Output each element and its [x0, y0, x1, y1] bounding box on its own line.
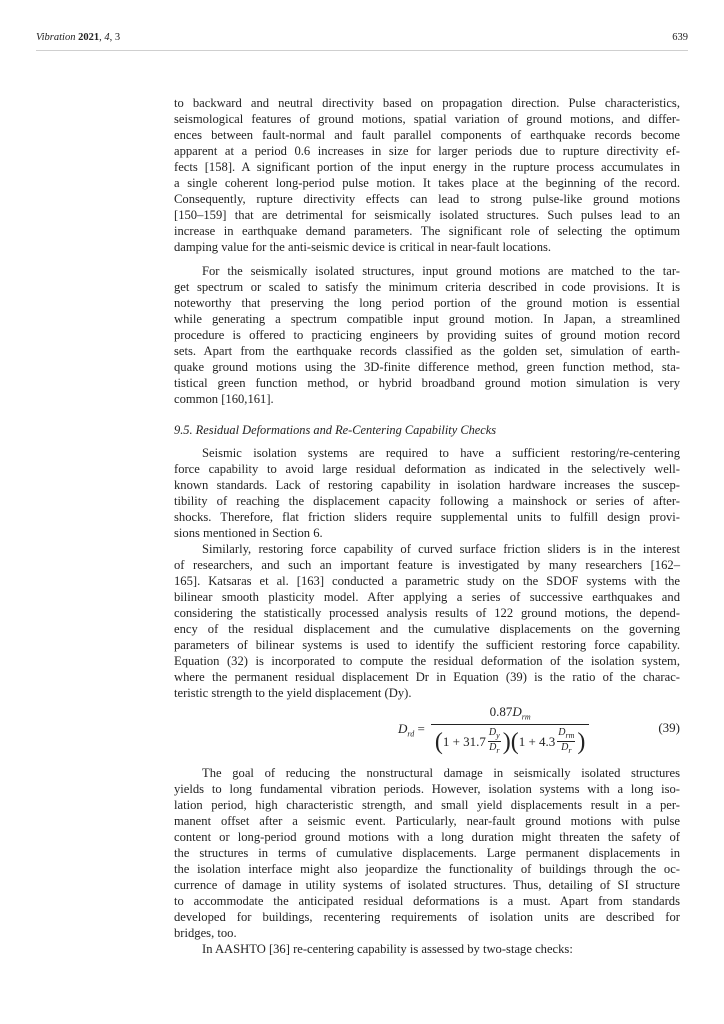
text-line: bilinear smooth plasticity model. After applying a series of successive earthquakes and [174, 590, 680, 604]
header-divider [36, 50, 688, 51]
text-line: apparent at a period 0.6 increases in size for larger periods due to rupture directivity ef- [174, 144, 680, 158]
running-header: Vibration 2021, 4, 3 [36, 32, 121, 43]
text-line: 165]. Katsaras et al. [163] conducted a parametric study on the SDOF systems with the [174, 574, 680, 588]
page-number: 639 [672, 32, 688, 43]
journal-name: Vibration [36, 32, 76, 43]
text-line: ency of the residual displacement and the cumulative displacements on the governing [174, 622, 680, 636]
text-line: to backward and neutral directivity based on propagation direction. Pulse characteristics, [174, 96, 680, 110]
text-line: common [160,161]. [174, 392, 274, 406]
eq-denominator: ( 1 + 31.7 $D_y$ $D_r$ ) ( 1 + 4.3 $D_{rm}$ $D_r$ ) [431, 724, 590, 756]
text-line: teristic strength to the yield displacement (Dy). [174, 686, 412, 700]
text-line: Similarly, restoring force capability of curved surface friction sliders is in the interest [202, 542, 680, 556]
text-line: tibility of reaching the displacement capacity following a mainshock or series of after- [174, 494, 680, 508]
text-line: increase in earthquake demand parameters. The significant role of selecting the optimum [174, 224, 680, 238]
equation-number: (39) [658, 720, 680, 735]
text-line: fects [158]. A significant portion of the input energy in the rupture process accumulates in [174, 160, 680, 174]
eq-fraction [431, 704, 590, 757]
text-line: developed for buildings, recentering requirements of isolation units are described for [174, 910, 680, 924]
text-line: content or long-period ground motions with a long duration might threaten the safety of [174, 830, 680, 844]
text-line: yields to long fundamental vibration periods. However, isolation systems with a long iso- [174, 782, 680, 796]
text-line: sets. Apart from the earthquake records classified as the golden set, simulation of earth- [174, 344, 680, 358]
text-line: force capability to avoid large residual deformation as indicated in the selectively well- [174, 462, 680, 476]
paragraph [174, 445, 680, 541]
paragraph [174, 95, 680, 255]
text-line: to accommodate the anticipated residual deformations is a must. Apart from standards [174, 894, 680, 908]
text-line: while generating a spectrum compatible input ground motion. In Japan, a streamlined [174, 312, 680, 326]
text-line: noteworthy that preserving the long period portion of the ground motion is essential [174, 296, 680, 310]
journal-issue: , 3 [109, 32, 121, 43]
text-line: sions mentioned in Section 6. [174, 526, 323, 540]
text-line: considering the statistically processed analysis results of 122 ground motions, the depend- [174, 606, 680, 620]
text-line: of researchers, and such an important feature is investigated by many researchers [162– [174, 558, 680, 572]
journal-volume: 4 [104, 32, 110, 43]
equation-39 [174, 698, 680, 762]
text-line: seismological features of ground motions, spatial variation of ground motions, and differ- [174, 112, 680, 126]
text-line: the isolation interface might also jeopardize the functionality of buildings through the oc- [174, 862, 680, 876]
journal-year: 2021 [78, 32, 100, 43]
text-line: In AASHTO [36] re-centering capability is assessed by two-stage checks: [202, 942, 573, 956]
text-line: Equation (32) is incorporated to compute the residual deformation of the isolation system, [174, 654, 680, 668]
text-line: quake ground motions using the 3D-finite difference method, green function method, sta- [174, 360, 680, 374]
text-line: the structures in terms of cumulative displacements. Large permanent displacements in [174, 846, 680, 860]
text-line: lation period, high characteristic strength, and small yield displacements result in a per- [174, 798, 680, 812]
text-line: ences between fault-normal and fault parallel components of earthquake records become [174, 128, 680, 142]
text-line: Consequently, rupture directivity effects can lead to strong pulse-like ground motions [174, 192, 680, 206]
text-line: Seismic isolation systems are required to have a sufficient restoring/re-centering [202, 446, 680, 460]
text-line: known standards. Lack of restoring capability in isolation hardware increases the suscep- [174, 478, 680, 492]
text-line: where the permanent residual displacement Dr in Equation (39) is the ratio of the charac- [174, 670, 680, 684]
section-heading: 9.5. Residual Deformations and Re-Centering Capability Checks [174, 423, 497, 437]
paragraph [174, 941, 680, 957]
text-line: currence of damage in utility systems of isolated structures. Thus, detailing of SI structure [174, 878, 680, 892]
text-line: The goal of reducing the nonstructural damage in seismically isolated structures [202, 766, 680, 780]
text-line: a single coherent long-period pulse motion. It takes place at the beginning of the record. [174, 176, 680, 190]
text-line: shocks. Therefore, flat friction sliders require supplemental units to fulfill design provi- [174, 510, 680, 524]
paragraph [174, 765, 680, 941]
text-line: manent offset after a seismic event. Particularly, near-fault ground motions with pulse [174, 814, 680, 828]
eq-numerator: $0.87D_{rm}$ [489, 703, 531, 722]
text-line: procedure is offered to practicing engineers by providing suites of ground motion record [174, 328, 680, 342]
text-line: For the seismically isolated structures, input ground motions are matched to the tar- [202, 264, 680, 278]
paragraph [174, 263, 680, 407]
text-line: damping value for the anti-seismic device is critical in near-fault locations. [174, 240, 552, 254]
text-line: bridges, too. [174, 926, 237, 940]
text-line: [150–159] that are detrimental for seismically isolated structures. Such pulses lead to an [174, 208, 680, 222]
text-line: tistical green function method, or hybrid broadband ground motion simulation is very [174, 376, 680, 390]
paragraph [174, 541, 680, 701]
text-line: parameters of bilinear systems is used to identify the sufficient restoring force capability. [174, 638, 680, 652]
eq-lhs: $D_{rd}$ = [398, 721, 425, 739]
text-line: get spectrum or scaled to satisfy the minimum criteria described in code provisions. It is [174, 280, 680, 294]
